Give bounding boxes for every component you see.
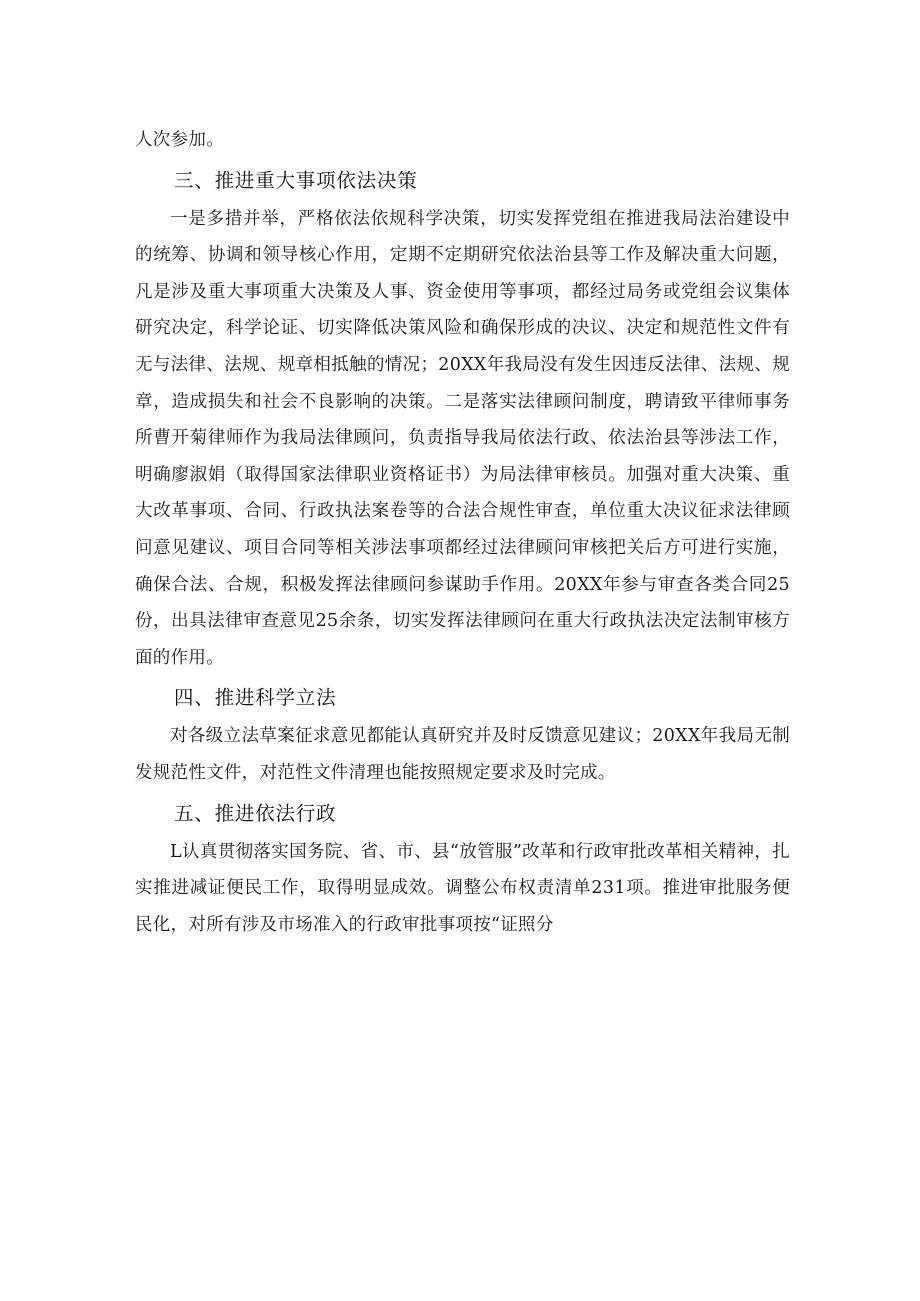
section-heading: 四、推进科学立法 [174, 686, 337, 710]
section-administration [135, 796, 790, 944]
document-body [135, 122, 790, 943]
section-decision-making [135, 163, 790, 677]
section-heading: 五、推进依法行政 [174, 801, 337, 825]
intro-paragraph-tail: 人次参加。 [135, 130, 224, 150]
section-legislation [135, 680, 790, 791]
section-paragraph: 对各级立法草案征求意见都能认真研究并及时反馈意见建议；20XX年我局无制发规范性文件，对范性文件清理也能按照规定要求及时完成。 [135, 726, 790, 783]
section-paragraph: L认真贯彻落实国务院、省、市、县“放管服”改革和行政审批改革相关精神，扎实推进减证便民工作，取得明显成效。调整公布权责清单231项。推进审批服务便民化，对所有涉及市场准入的行政审批事项按“证照分 [135, 841, 790, 935]
section-heading: 三、推进重大事项依法决策 [174, 168, 418, 192]
section-paragraph: 一是多措并举，严格依法依规科学决策，切实发挥党组在推进我局法治建设中的统筹、协调和领导核心作用，定期不定期研究依法治县等工作及解决重大问题，凡是涉及重大事项重大决策及人事、资金使用等事项，都经过局务或党组会议集体研究决定，科学论证、切实降低决策风险和确保形成的决议、决定和规范性文件有无与法律、法规、规章相抵触的情况；20XX年我局没有发生因违反法律、法规、规章，造成损失和社会不良影响的决策。二是落实法律顾问制度，聘请致平律师事务所曹开菊律师作为我局法律顾问，负责指导我局依法行政、依法治县等涉法工作，明确廖淑娟（取得国家法律职业资格证书）为局法律审核员。加强对重大决策、重大改革事项、合同、行政执法案卷等的合法合规性审查，单位重大决议征求法律顾问意见建议、项目合同等相关涉法事项都经过法律顾问审核把关后方可进行实施，确保合法、合规，积极发挥法律顾问参谋助手作用。20XX年参与审查各类合同25份，出具法律审查意见25余条，切实发挥法律顾问在重大行政执法决定法制审核方面的作用。 [135, 208, 790, 668]
